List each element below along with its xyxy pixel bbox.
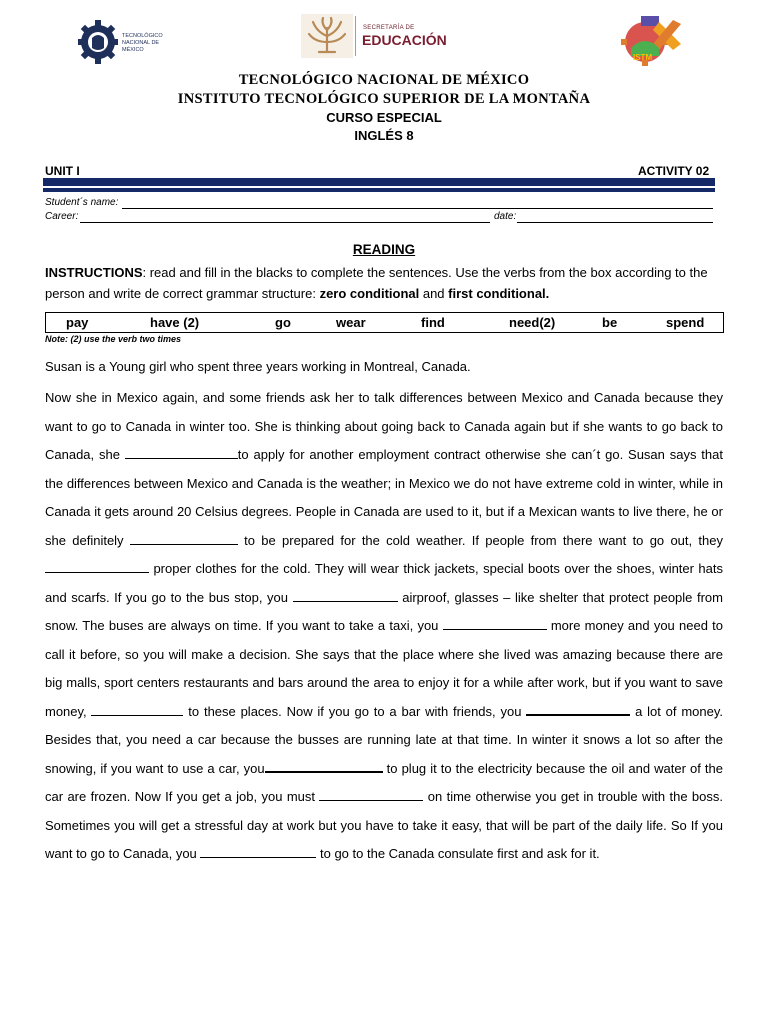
story-intro: Susan is a Young girl who spent three years working in Montreal, Canada.: [45, 359, 471, 374]
istm-logo: [615, 14, 685, 66]
blank-4[interactable]: [293, 589, 398, 602]
istm-gear-icon: [615, 14, 685, 66]
date-field[interactable]: [517, 222, 713, 223]
instructions: INSTRUCTIONS: read and fill in the blacks to complete the sentences. Use the verbs from the box according to the person and write de correct grammar structure: zero conditional and first conditional.: [45, 265, 708, 301]
verb-box: [45, 312, 724, 333]
blank-6[interactable]: [91, 703, 183, 716]
verb-item: need(2): [509, 315, 556, 330]
verb-item: pay: [66, 315, 89, 330]
blank-5[interactable]: [443, 617, 547, 630]
institute-title: INSTITUTO TECNOLÓGICO SUPERIOR DE LA MONTAÑA: [177, 91, 591, 107]
svg-text:ISTM: ISTM: [633, 53, 653, 62]
career-field[interactable]: [80, 222, 490, 223]
blank-3[interactable]: [45, 560, 149, 573]
tecnm-logo: [78, 18, 176, 68]
sep-emblem-icon: [301, 14, 353, 58]
student-name-field[interactable]: [122, 208, 713, 209]
blank-9[interactable]: [319, 788, 423, 801]
career-label: Career:: [45, 211, 79, 222]
institution-title: TECNOLÓGICO NACIONAL DE MÉXICO: [238, 72, 530, 88]
note: Note: (2) use the verb two times: [45, 334, 182, 344]
sep-logo: [301, 14, 477, 58]
student-name-label: Student´s name:: [45, 197, 119, 208]
tecnm-logo-text: TECNOLÓGICO NACIONAL DE MÉXICO: [122, 33, 163, 53]
verb-item: go: [275, 315, 291, 330]
blank-2[interactable]: [130, 532, 238, 545]
sep-logo-small-text: SECRETARÍA DE: [363, 25, 415, 31]
section-title: READING: [352, 242, 416, 257]
unit-label: UNIT I: [45, 164, 80, 178]
activity-label: ACTIVITY 02: [638, 164, 710, 178]
header-divider-thin: [43, 188, 715, 192]
course-level: INGLÉS 8: [354, 128, 414, 143]
verb-item: find: [421, 315, 445, 330]
story-body: Now she in Mexico again, and some friends ask her to talk differences between Mexico and Canada because they want to go to Canada in winter too. She is thinking about going back to Canada again but if she wants to go back to Canada, she to apply for another employment contract otherwise she can´t go. Susan says that the differences between Mexico and Canada is the weather; in Mexico we do not have extreme cold in winter, while in Canada it gets around 20 Celsius degrees. People in Canada are used to it, but if a Mexican wants to live there, he or she definitely to be prepared for the cold weather. If people from there want to go out, they proper clothes for the cold. They will wear thick jackets, special boots over the shoes, winter hats and scarfs. If you go to the bus stop, you airproof, glasses – like shelter that protect people from snow. The buses are always on time. If you want to take a taxi, you more money and you need to call it before, so you will make a decision. She says that the place where she lived was amazing because there are big malls, sport centers restaurants and bars around the area to enjoy it for a while after work, but if you want to save money, to these places. Now if you go to a bar with friends, you a lot of money. Besides that, you need a car because the busses are running late at that time. In winter it snows a lot so after the snowing, if you want to use a car, you to plug it to the electricity because the oil and water of the car are frozen. Now If you get a job, you must on time otherwise you get in trouble with the boss. Sometimes you will get a stressful day at work but you have to take it easy, that will be part of the daily life. So If you want to go to Canada, you to go to the Canada consulate first and ask for it.: [45, 390, 724, 861]
verb-item: spend: [666, 315, 705, 330]
verb-item: have (2): [150, 315, 200, 330]
blank-1[interactable]: [125, 446, 238, 459]
date-label: date:: [494, 211, 517, 222]
header-divider: [43, 178, 715, 186]
instructions-label: INSTRUCTIONS: [45, 265, 143, 280]
verb-item: wear: [336, 315, 366, 330]
blank-10[interactable]: [200, 845, 316, 858]
course-subtitle: CURSO ESPECIAL: [326, 110, 442, 125]
blank-7[interactable]: [526, 702, 630, 716]
tecnm-gear-icon: [78, 18, 118, 66]
verb-item: be: [602, 315, 618, 330]
sep-logo-big-text: EDUCACIÓN: [362, 32, 447, 48]
blank-8[interactable]: [265, 759, 383, 773]
